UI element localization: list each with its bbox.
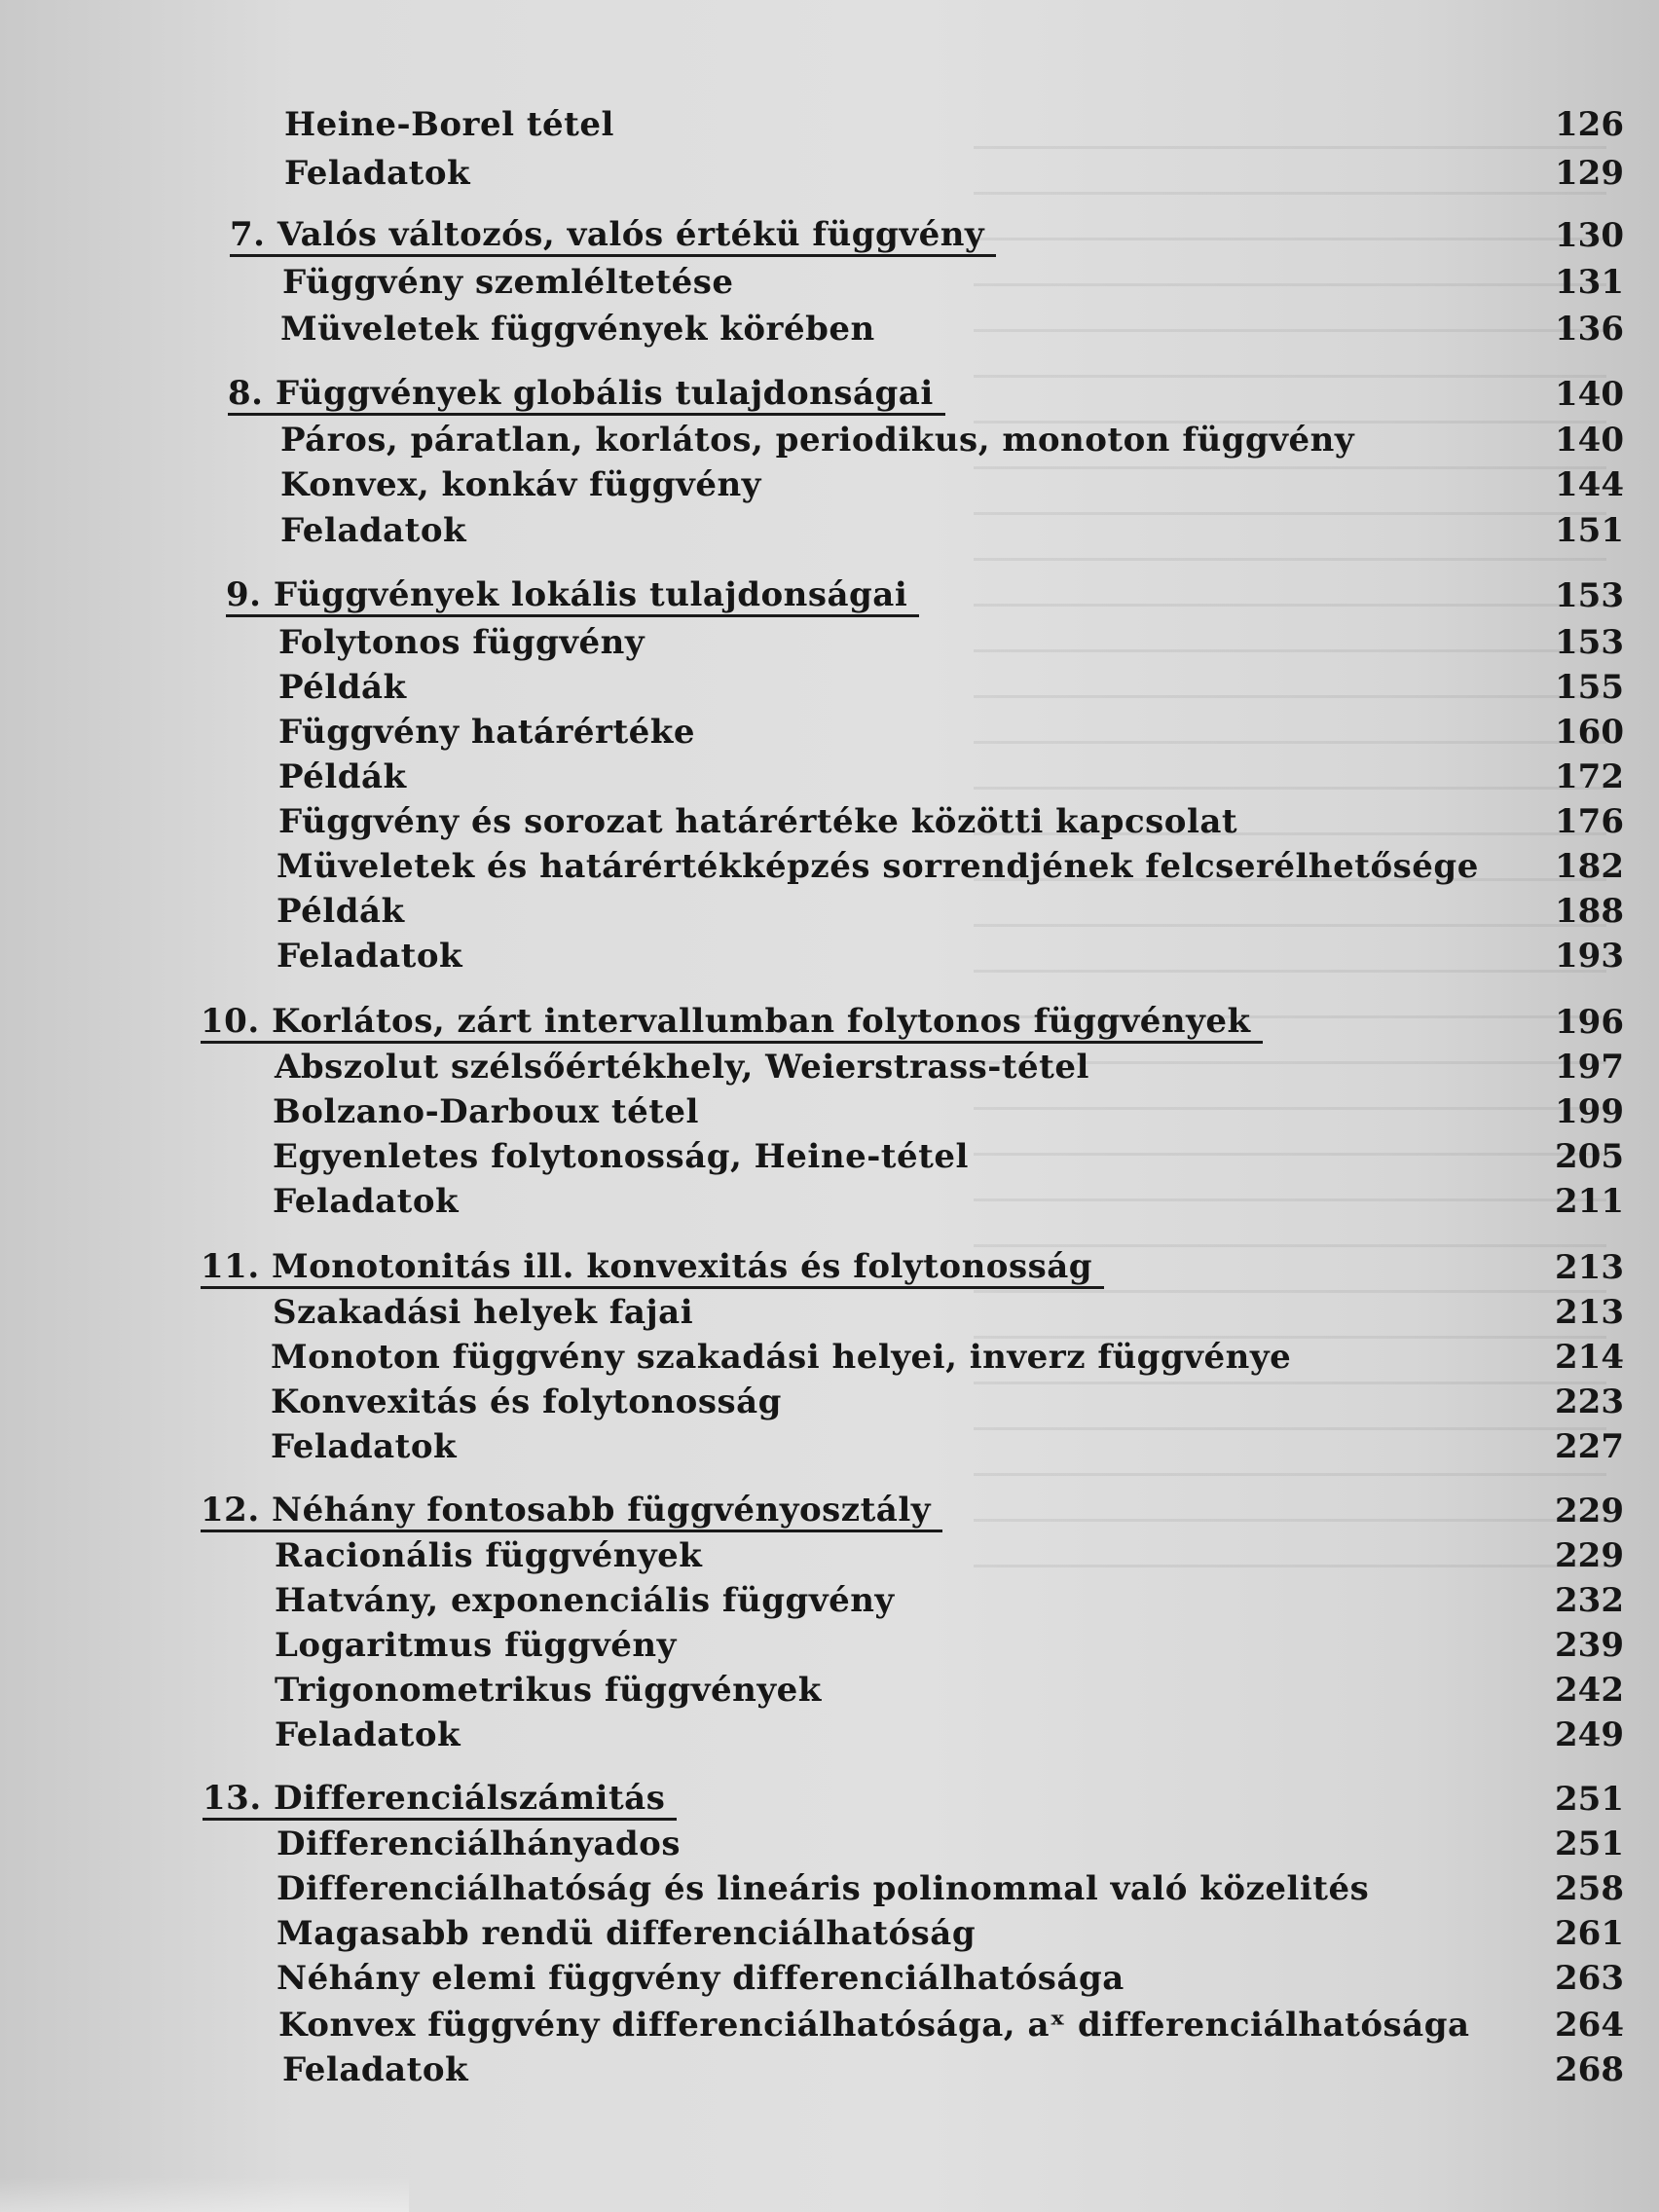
entry-title: Néhány elemi függvény differenciálhatósága: [276, 1959, 1124, 1998]
entry-title: Példák: [278, 757, 407, 796]
entry-title: Feladatok: [276, 937, 463, 976]
entry-title: Bolzano-Darboux tétel: [273, 1092, 699, 1131]
page-number: 130: [1555, 216, 1624, 255]
toc-entry-row: [276, 890, 1624, 933]
page-number: 182: [1555, 847, 1624, 886]
entry-title: Függvény szemléltetése: [282, 263, 734, 302]
page-number: 239: [1555, 1626, 1624, 1665]
page-number: 153: [1555, 576, 1624, 615]
page-number: 213: [1555, 1293, 1624, 1332]
entry-title: Differenciálhatóság és lineáris polinommal való közelités: [276, 1869, 1370, 1908]
page-number: 261: [1555, 1914, 1624, 1953]
chapter-title: 7. Valós változós, valós értékü függvény: [230, 215, 996, 257]
toc-entry-row: [284, 152, 1624, 195]
toc-entry-row: [282, 261, 1624, 304]
entry-title: Differenciálhányados: [276, 1825, 681, 1863]
entry-title: Feladatok: [275, 1715, 461, 1754]
toc-entry-row: [278, 800, 1624, 843]
toc-entry-row: [282, 2048, 1624, 2091]
toc-entry-row: [278, 621, 1624, 664]
entry-title: Páros, páratlan, korlátos, periodikus, monoton függvény: [280, 421, 1355, 460]
chapter-title: 11. Monotonitás ill. konvexitás és folytonosság: [201, 1247, 1104, 1289]
toc-entry-row: [273, 1291, 1624, 1334]
toc-entry-row: [280, 308, 1624, 350]
page-number: 176: [1555, 802, 1624, 841]
toc-entry-row: [275, 1669, 1624, 1712]
toc-chapter-row: [201, 1490, 1624, 1532]
entry-title: Monoton függvény szakadási helyei, inverz függvénye: [271, 1338, 1292, 1377]
entry-title: Heine-Borel tétel: [284, 105, 614, 144]
page-number: 249: [1555, 1715, 1624, 1754]
entry-title: Szakadási helyek fajai: [273, 1293, 694, 1332]
toc-entry-row: [278, 756, 1624, 798]
chapter-title: 10. Korlátos, zárt intervallumban folytonos függvények: [201, 1002, 1263, 1044]
toc-entry-row: [273, 1090, 1624, 1133]
entry-title: Egyenletes folytonosság, Heine-tétel: [273, 1137, 969, 1176]
entry-title: Magasabb rendü differenciálhatóság: [276, 1914, 977, 1953]
page-number: 126: [1555, 105, 1624, 144]
entry-title: Feladatok: [282, 2050, 469, 2089]
toc-entry-row: [276, 1957, 1624, 2000]
entry-title: Hatvány, exponenciális függvény: [275, 1581, 895, 1620]
page-number: 242: [1555, 1671, 1624, 1710]
toc-entry-row: [271, 1425, 1624, 1468]
page-number: 131: [1555, 263, 1624, 302]
page-number: 196: [1555, 1003, 1624, 1042]
page-number: 197: [1555, 1048, 1624, 1087]
page-number: 151: [1555, 511, 1624, 550]
page-number: 214: [1555, 1338, 1624, 1377]
entry-title: Feladatok: [271, 1427, 458, 1466]
toc-entry-row: [271, 1381, 1624, 1423]
page-number: 229: [1555, 1492, 1624, 1530]
entry-title: Trigonometrikus függvények: [275, 1671, 822, 1710]
page-number: 144: [1555, 465, 1624, 504]
entry-title: Müveletek és határértékképzés sorrendjének felcserélhetősége: [276, 847, 1479, 886]
toc-entry-row: [276, 1867, 1624, 1910]
toc-entry-row: [276, 935, 1624, 977]
chapter-title: 13. Differenciálszámitás: [203, 1779, 677, 1821]
chapter-title: 12. Néhány fontosabb függvényosztály: [201, 1491, 942, 1532]
page-number: 268: [1555, 2050, 1624, 2089]
page-number: 140: [1555, 421, 1624, 460]
toc-entry-row: [280, 419, 1624, 461]
entry-title: Konvexitás és folytonosság: [271, 1382, 782, 1421]
entry-title: Konvex függvény differenciálhatósága, aˣ differenciálhatósága: [278, 2006, 1470, 2045]
page-number: 227: [1555, 1427, 1624, 1466]
entry-title: Logaritmus függvény: [275, 1626, 677, 1665]
toc-entry-row: [273, 1135, 1624, 1178]
entry-title: Feladatok: [284, 154, 471, 193]
toc-entry-row: [275, 1624, 1624, 1667]
page-number: 140: [1555, 375, 1624, 414]
page-number: 155: [1555, 668, 1624, 707]
page-number: 205: [1555, 1137, 1624, 1176]
page-number: 193: [1555, 937, 1624, 976]
page-number: 232: [1555, 1581, 1624, 1620]
toc-chapter-row: [228, 373, 1624, 416]
entry-title: Feladatok: [273, 1182, 460, 1221]
entry-title: Racionális függvények: [275, 1536, 703, 1575]
entry-title: Abszolut szélsőértékhely, Weierstrass-tétel: [275, 1048, 1089, 1087]
page-number: 263: [1555, 1959, 1624, 1998]
toc-entry-row: [271, 1336, 1624, 1379]
page-number: 199: [1555, 1092, 1624, 1131]
watermark-strip: [0, 2177, 409, 2212]
page-number: 251: [1555, 1780, 1624, 1819]
toc-chapter-row: [230, 214, 1624, 257]
page-number: 188: [1555, 892, 1624, 931]
page-number: 172: [1555, 757, 1624, 796]
toc-entry-row: [276, 845, 1624, 888]
toc-entry-row: [276, 1823, 1624, 1865]
chapter-title: 9. Függvények lokális tulajdonságai: [226, 575, 919, 617]
toc-entry-row: [284, 103, 1624, 146]
toc-entry-row: [275, 1714, 1624, 1756]
toc-chapter-row: [201, 1246, 1624, 1289]
page-number: 258: [1555, 1869, 1624, 1908]
toc-entry-row: [275, 1046, 1624, 1088]
entry-title: Konvex, konkáv függvény: [280, 465, 761, 504]
entry-title: Függvény határértéke: [278, 713, 695, 752]
page-number: 264: [1555, 2006, 1624, 2045]
toc-entry-row: [275, 1579, 1624, 1622]
entry-title: Példák: [278, 668, 407, 707]
toc-entry-row: [278, 666, 1624, 709]
toc-entry-row: [276, 1912, 1624, 1955]
toc-chapter-row: [201, 1001, 1624, 1044]
page-number: 251: [1555, 1825, 1624, 1863]
page-number: 160: [1555, 713, 1624, 752]
page-number: 136: [1555, 310, 1624, 349]
entry-title: Példák: [276, 892, 405, 931]
toc-entry-row: [280, 463, 1624, 506]
chapter-title: 8. Függvények globális tulajdonságai: [228, 374, 945, 416]
page-number: 129: [1555, 154, 1624, 193]
toc-entry-row: [275, 1534, 1624, 1577]
page-number: 213: [1555, 1248, 1624, 1287]
toc-entry-row: [278, 2004, 1624, 2046]
entry-title: Müveletek függvények körében: [280, 310, 875, 349]
page-number: 223: [1555, 1382, 1624, 1421]
entry-title: Folytonos függvény: [278, 623, 645, 662]
toc-entry-row: [278, 711, 1624, 754]
toc-chapter-row: [226, 574, 1624, 617]
page-number: 211: [1555, 1182, 1624, 1221]
entry-title: Feladatok: [280, 511, 467, 550]
toc-chapter-row: [203, 1778, 1624, 1821]
page-number: 153: [1555, 623, 1624, 662]
page-number: 229: [1555, 1536, 1624, 1575]
toc-entry-row: [280, 509, 1624, 552]
entry-title: Függvény és sorozat határértéke közötti kapcsolat: [278, 802, 1238, 841]
toc-entry-row: [273, 1180, 1624, 1223]
